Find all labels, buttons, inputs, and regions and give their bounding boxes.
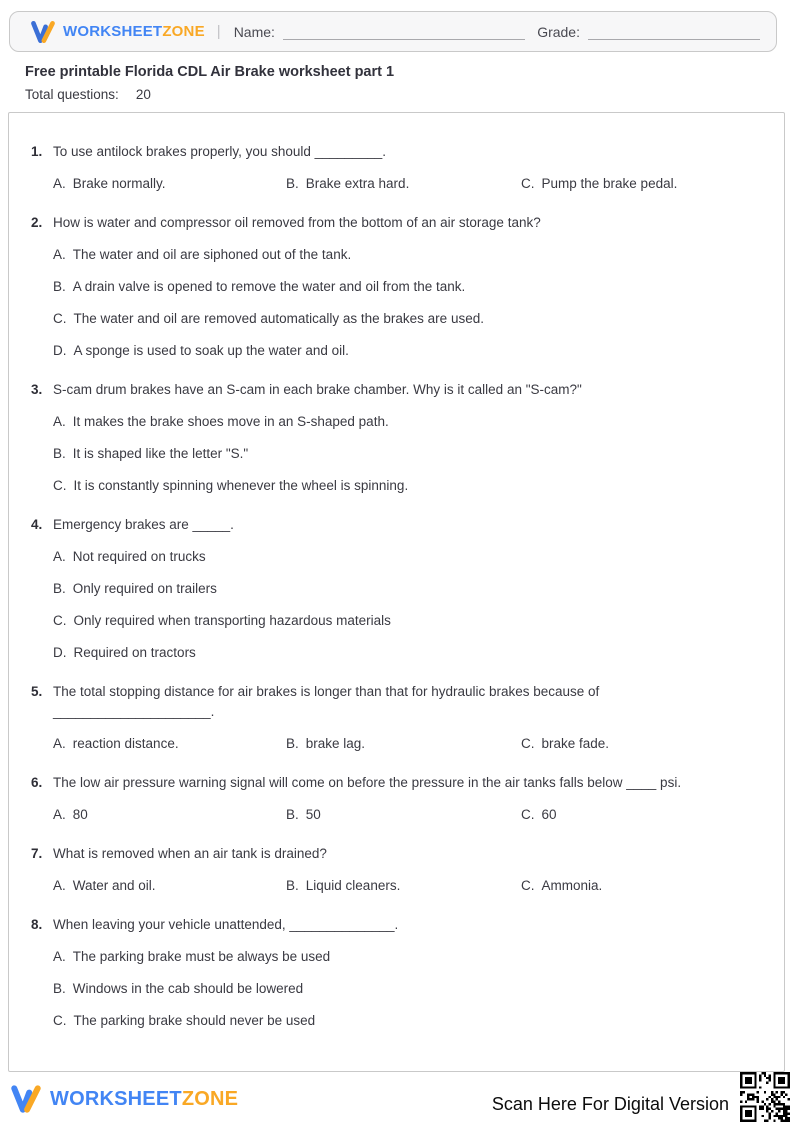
total-questions: [25, 87, 394, 102]
option-text: Only required when transporting hazardous materials: [73, 613, 391, 628]
question-1: [31, 142, 760, 194]
logo-text-worksheet: WORKSHEET: [63, 23, 163, 40]
question-text-line1: How is water and compressor oil removed from the bottom of an air storage tank?: [53, 215, 541, 230]
question-text-line1: What is removed when an air tank is drained?: [53, 846, 327, 861]
options-inline: [53, 805, 760, 825]
option-letter: D.: [53, 645, 67, 660]
footer-logo-w-icon: [10, 1085, 42, 1113]
option-letter: C.: [53, 1013, 67, 1028]
question-6: [31, 773, 760, 825]
total-questions-label: Total questions:: [25, 87, 119, 102]
options-inline: [53, 174, 760, 194]
option-text: Brake extra hard.: [305, 176, 410, 191]
option-text: The parking brake should never be used: [73, 1013, 316, 1028]
logo-text: [63, 23, 205, 40]
option-letter: A.: [53, 878, 66, 893]
options-inline: [53, 734, 760, 754]
option-letter: B.: [53, 581, 66, 596]
question-text: [53, 915, 398, 935]
question-row: [31, 142, 760, 162]
option-text: brake lag.: [305, 736, 366, 751]
question-text-line1: The total stopping distance for air brakes is longer than that for hydraulic brakes because of: [53, 684, 600, 699]
option-text: The water and oil are siphoned out of the tank.: [72, 247, 352, 262]
options-inline: [53, 876, 760, 896]
option-text: Brake normally.: [72, 176, 166, 191]
option-letter: B.: [53, 981, 66, 996]
question-number: 3.: [31, 382, 43, 397]
option-letter: A.: [53, 549, 66, 564]
option-text: The parking brake must be always be used: [72, 949, 331, 964]
question-text: [53, 213, 541, 233]
option-text: Not required on trucks: [72, 549, 206, 564]
question-text-line1: S-cam drum brakes have an S-cam in each brake chamber. Why is it called an "S-cam?": [53, 382, 582, 397]
question-row: [31, 515, 760, 535]
option-letter: C.: [53, 478, 67, 493]
question-text: [53, 773, 681, 793]
option-text: It is constantly spinning whenever the wheel is spinning.: [73, 478, 409, 493]
question-text-line1: When leaving your vehicle unattended, ______________.: [53, 917, 399, 932]
answer-option: [521, 876, 760, 896]
answer-option: [53, 341, 760, 361]
answer-option: [286, 876, 521, 896]
question-number: 1.: [31, 144, 43, 159]
option-letter: B.: [286, 176, 299, 191]
question-5: [31, 682, 760, 754]
option-letter: B.: [286, 807, 299, 822]
option-text: brake fade.: [541, 736, 610, 751]
name-blank-line: [283, 24, 525, 40]
header-divider: |: [216, 23, 221, 40]
option-letter: A.: [53, 247, 66, 262]
question-row: [31, 682, 760, 722]
scan-here-text: Scan Here For Digital Version: [491, 1094, 729, 1114]
question-number: 6.: [31, 775, 43, 790]
question-number: 7.: [31, 846, 43, 861]
answer-option: [53, 444, 760, 464]
option-letter: A.: [53, 949, 66, 964]
answer-option: [53, 476, 760, 496]
questions-card: [8, 112, 785, 1072]
option-text: Pump the brake pedal.: [541, 176, 678, 191]
option-text: Only required on trailers: [72, 581, 217, 596]
option-text: A sponge is used to soak up the water and oil.: [73, 343, 349, 358]
question-text-line2: _____________________.: [53, 704, 215, 719]
questions-list: [31, 142, 760, 1031]
options-stacked: [53, 412, 760, 496]
answer-option: [53, 245, 760, 265]
option-text: A drain valve is opened to remove the water and oil from the tank.: [72, 279, 466, 294]
answer-option: [53, 277, 760, 297]
option-letter: A.: [53, 176, 66, 191]
answer-option: [53, 547, 760, 567]
header-bar: [9, 11, 777, 52]
worksheetzone-logo: [30, 20, 205, 44]
question-text-line1: The low air pressure warning signal will come on before the pressure in the air tanks falls below ____ psi.: [53, 775, 682, 790]
question-4: [31, 515, 760, 663]
option-text: 60: [541, 807, 557, 822]
question-row: [31, 213, 760, 233]
question-row: [31, 844, 760, 864]
question-number: 5.: [31, 684, 43, 699]
footer-worksheetzone-logo: [10, 1085, 238, 1113]
option-letter: A.: [53, 736, 66, 751]
title-block: [25, 64, 394, 102]
option-text: It makes the brake shoes move in an S-shaped path.: [72, 414, 389, 429]
answer-option: [521, 805, 760, 825]
answer-option: [53, 947, 760, 967]
logo-w-icon: [30, 20, 56, 44]
options-stacked: [53, 547, 760, 663]
answer-option: [53, 734, 286, 754]
answer-option: [521, 174, 760, 194]
option-letter: A.: [53, 807, 66, 822]
question-row: [31, 915, 760, 935]
footer-logo-text-zone: ZONE: [181, 1087, 239, 1110]
question-number: 8.: [31, 917, 43, 932]
question-2: [31, 213, 760, 361]
footer: [0, 1072, 793, 1122]
answer-option: [286, 174, 521, 194]
question-text-line1: Emergency brakes are _____.: [53, 517, 234, 532]
answer-option: [53, 979, 760, 999]
option-text: Ammonia.: [541, 878, 603, 893]
grade-blank-line: [588, 24, 760, 40]
question-text: [53, 142, 386, 162]
options-stacked: [53, 947, 760, 1031]
grade-label: Grade:: [537, 23, 580, 40]
option-letter: A.: [53, 414, 66, 429]
option-text: Liquid cleaners.: [305, 878, 401, 893]
option-letter: C.: [521, 736, 535, 751]
answer-option: [53, 412, 760, 432]
option-text: reaction distance.: [72, 736, 179, 751]
question-row: [31, 773, 760, 793]
question-text-line1: To use antilock brakes properly, you should _________.: [53, 144, 386, 159]
answer-option: [53, 1011, 760, 1031]
footer-logo-text-worksheet: WORKSHEET: [50, 1087, 182, 1110]
answer-option: [53, 805, 286, 825]
option-letter: C.: [521, 878, 535, 893]
answer-option: [286, 734, 521, 754]
answer-option: [53, 309, 760, 329]
option-text: The water and oil are removed automatically as the brakes are used.: [73, 311, 484, 326]
question-3: [31, 380, 760, 496]
question-number: 2.: [31, 215, 43, 230]
question-7: [31, 844, 760, 896]
options-stacked: [53, 245, 760, 361]
footer-logo-text: [50, 1088, 238, 1111]
answer-option: [53, 876, 286, 896]
worksheet-title: Free printable Florida CDL Air Brake worksheet part 1: [25, 64, 395, 80]
answer-option: [53, 643, 760, 663]
option-text: 80: [72, 807, 88, 822]
question-8: [31, 915, 760, 1031]
option-letter: B.: [53, 446, 66, 461]
option-text: Required on tractors: [73, 645, 196, 660]
answer-option: [53, 174, 286, 194]
option-letter: C.: [521, 176, 535, 191]
answer-option: [521, 734, 760, 754]
option-letter: B.: [286, 736, 299, 751]
option-letter: C.: [521, 807, 535, 822]
total-questions-value: 20: [135, 87, 151, 102]
option-text: Windows in the cab should be lowered: [72, 981, 304, 996]
question-text: [53, 380, 582, 400]
answer-option: [286, 805, 521, 825]
option-letter: C.: [53, 311, 67, 326]
answer-option: [53, 579, 760, 599]
option-letter: B.: [286, 878, 299, 893]
question-number: 4.: [31, 517, 43, 532]
option-letter: D.: [53, 343, 67, 358]
qr-code: [739, 1072, 791, 1122]
option-text: Water and oil.: [72, 878, 156, 893]
logo-text-zone: ZONE: [162, 23, 205, 40]
option-text: 50: [305, 807, 321, 822]
option-letter: C.: [53, 613, 67, 628]
question-row: [31, 380, 760, 400]
question-text: [53, 515, 234, 535]
option-letter: B.: [53, 279, 66, 294]
answer-option: [53, 611, 760, 631]
question-text: [53, 844, 327, 864]
name-label: Name:: [233, 23, 275, 40]
option-text: It is shaped like the letter "S.": [72, 446, 249, 461]
question-text: [53, 682, 599, 722]
